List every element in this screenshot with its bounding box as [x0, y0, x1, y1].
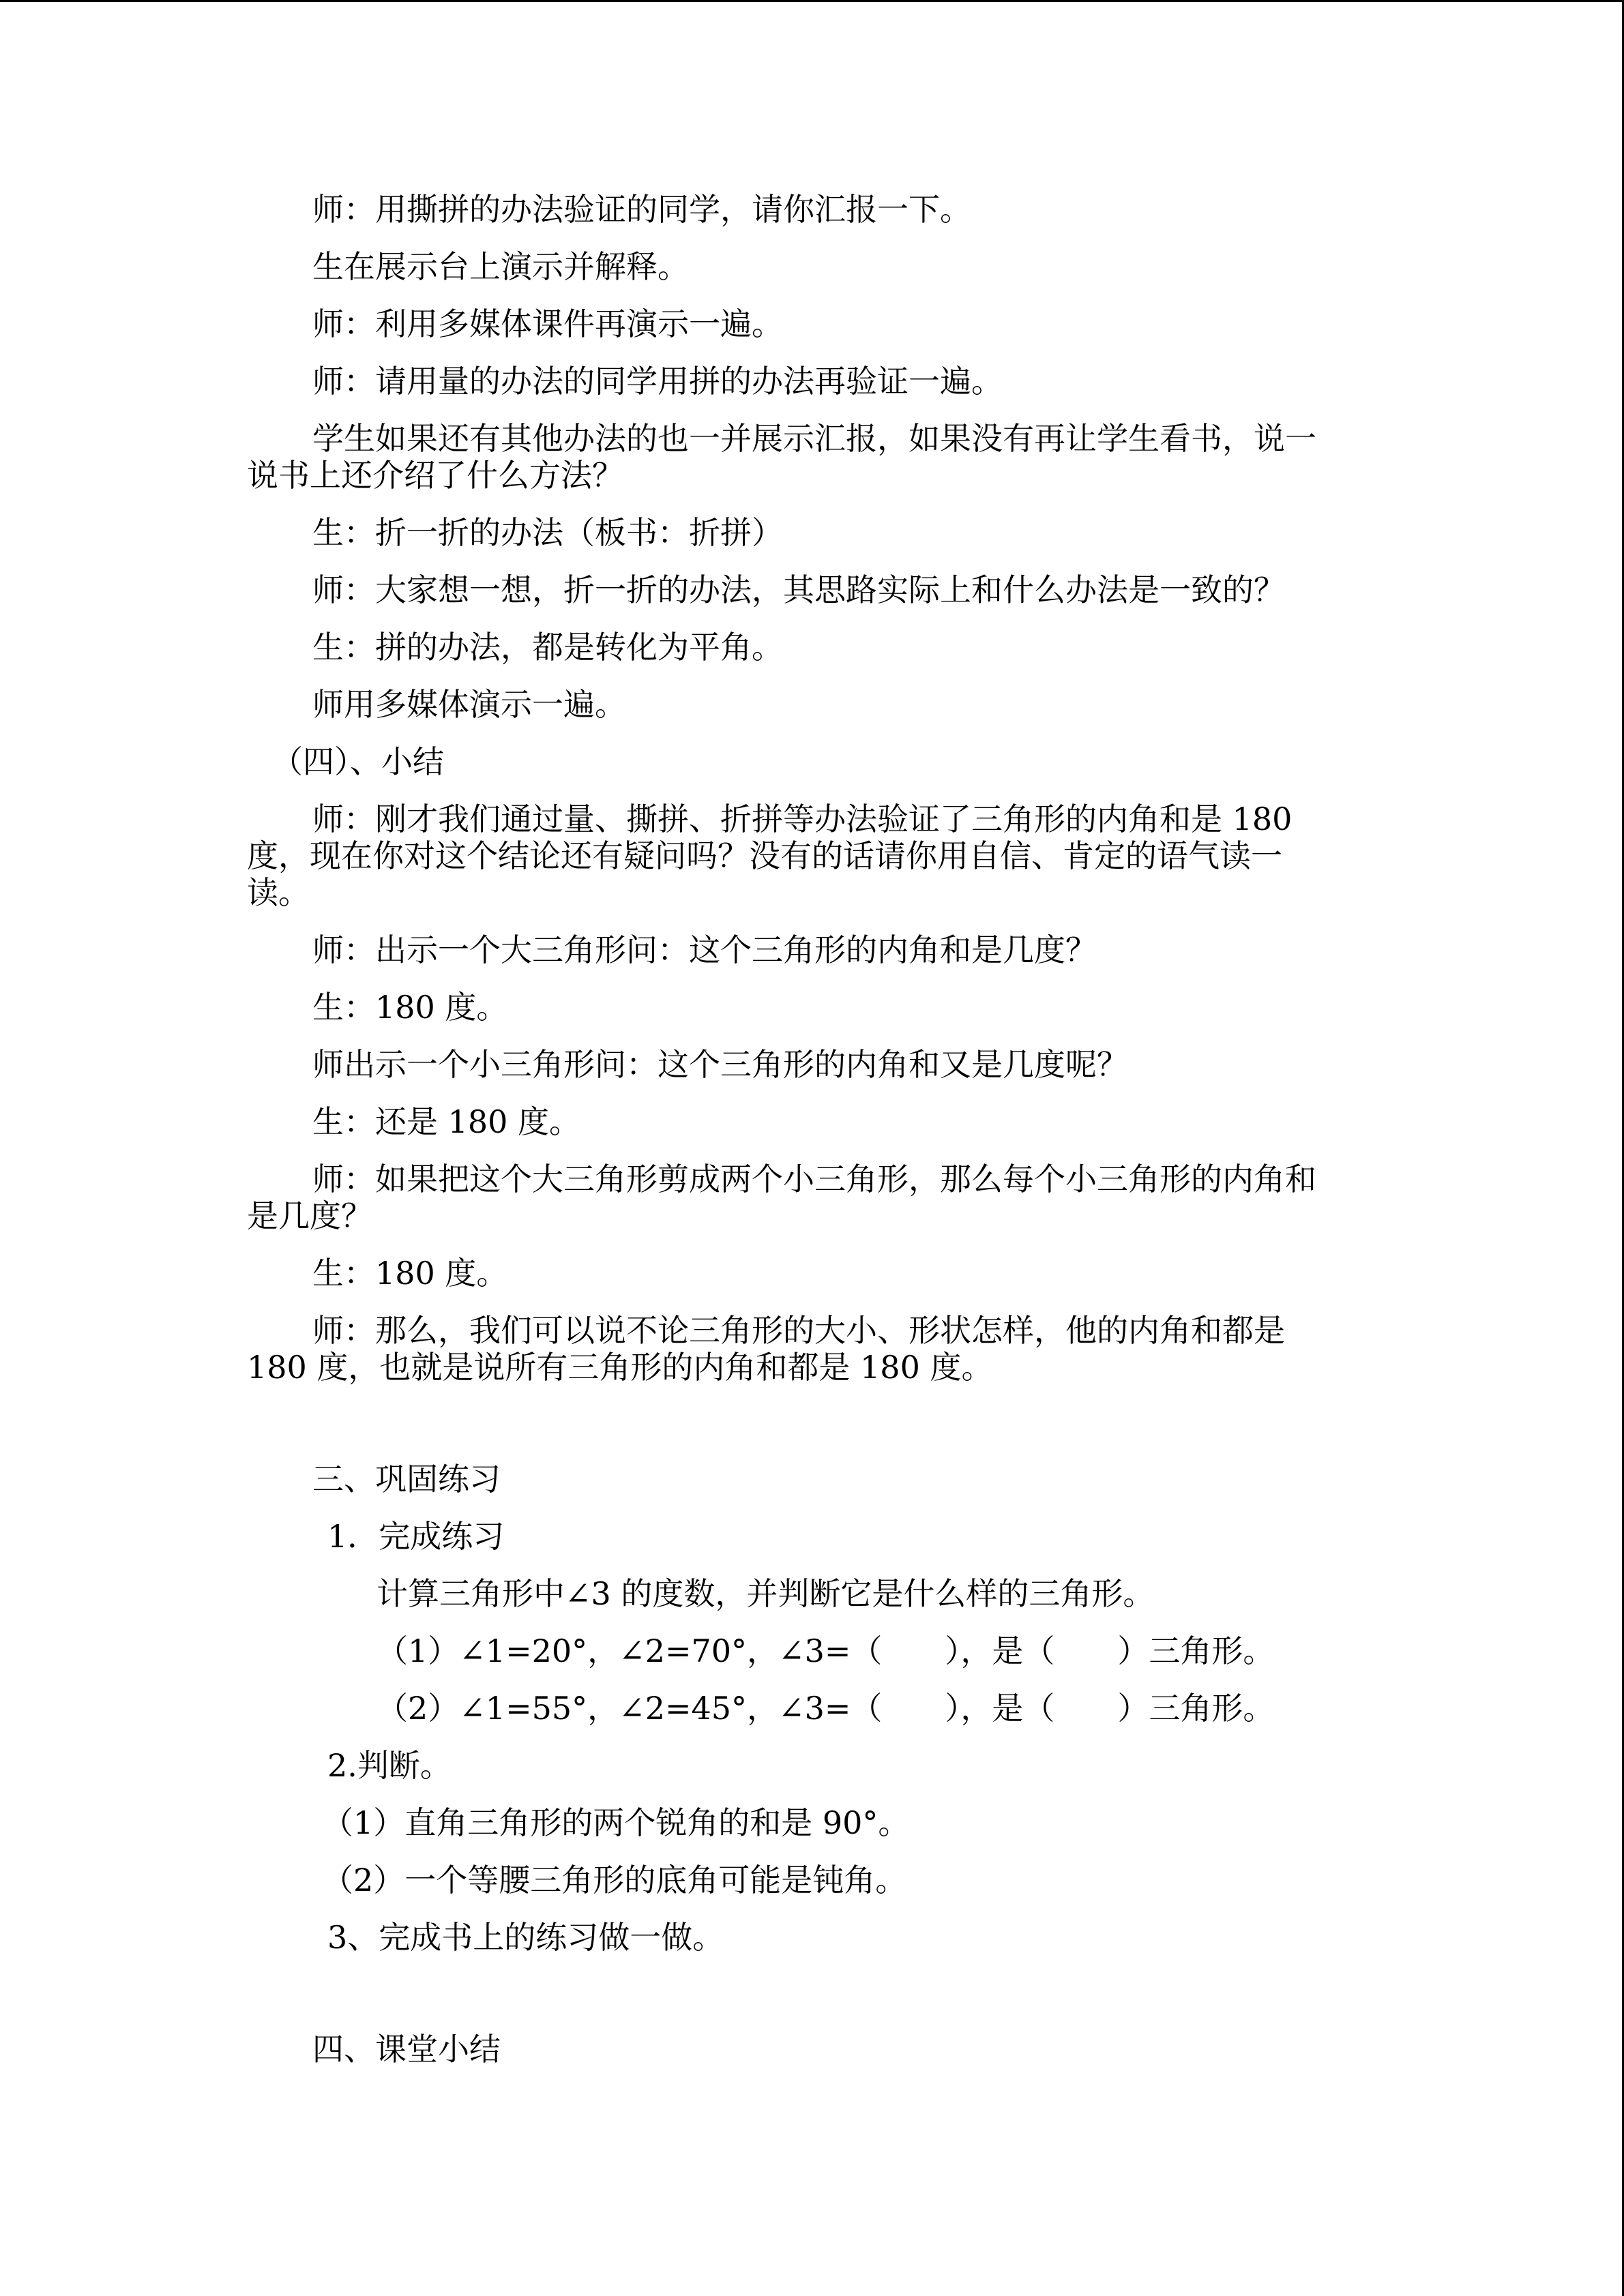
paragraph: 师：如果把这个大三角形剪成两个小三角形，那么每个小三角形的内角和是几度？: [247, 1161, 1316, 1234]
subsection-heading: （四）、小结: [271, 743, 444, 780]
page-top-border: [0, 0, 1624, 2]
exercise-item-2: 2.判断。: [327, 1747, 452, 1784]
paragraph: 师：出示一个大三角形问：这个三角形的内角和是几度？: [312, 931, 1097, 968]
paragraph: 师出示一个小三角形问：这个三角形的内角和又是几度呢？: [312, 1046, 1128, 1083]
paragraph: 学生如果还有其他办法的也一并展示汇报，如果没有再让学生看书，说一说书上还介绍了什么方法？: [247, 420, 1316, 494]
paragraph: 师：那么，我们可以说不论三角形的大小、形状怎样，他的内角和都是 180 度，也就是说所有三角形的内角和都是 180 度。: [247, 1312, 1285, 1386]
paragraph: 生：拼的办法，都是转化为平角。: [312, 629, 783, 666]
paragraph: 师：大家想一想，折一折的办法，其思路实际上和什么办法是一致的？: [312, 571, 1285, 608]
paragraph: 生：180 度。: [312, 989, 508, 1026]
judgement-question: （2）一个等腰三角形的底角可能是钝角。: [322, 1862, 907, 1898]
paragraph: 生：折一折的办法（板书：折拼）: [312, 514, 783, 551]
section-spacer: [247, 1976, 1338, 2031]
paragraph: 生在展示台上演示并解释。: [312, 248, 689, 285]
paragraph: 师：利用多媒体课件再演示一遍。: [312, 305, 783, 342]
section-spacer: [247, 1406, 1338, 1461]
paragraph: 师：用撕拼的办法验证的同学，请你汇报一下。: [312, 191, 971, 228]
exercise-prompt: 计算三角形中∠3 的度数，并判断它是什么样的三角形。: [377, 1575, 1155, 1612]
paragraph: 师：刚才我们通过量、撕拼、折拼等办法验证了三角形的内角和是 180 度，现在你对这个结论还有疑问吗？没有的话请你用自信、肯定的语气读一读。: [247, 801, 1293, 911]
paragraph: 生：还是 180 度。: [312, 1103, 581, 1140]
exercise-item-3: 3、完成书上的练习做一做。: [327, 1919, 724, 1956]
paragraph: 生：180 度。: [312, 1255, 508, 1292]
paragraph: 师用多媒体演示一遍。: [312, 686, 626, 723]
judgement-question: （1）直角三角形的两个锐角的和是 90°。: [322, 1804, 910, 1841]
exercise-question: （1）∠1=20°，∠2=70°，∠3=（ ），是（ ）三角形。: [377, 1632, 1275, 1669]
exercise-question: （2）∠1=55°，∠2=45°，∠3=（ ），是（ ）三角形。: [377, 1690, 1275, 1727]
exercise-item-1: 1．完成练习: [327, 1518, 505, 1555]
paragraph: 师：请用量的办法的同学用拼的办法再验证一遍。: [312, 363, 1003, 400]
section-heading-summary: 四、课堂小结: [312, 2031, 501, 2068]
section-heading-consolidation: 三、巩固练习: [312, 1461, 501, 1497]
document-page: [247, 191, 1338, 2088]
